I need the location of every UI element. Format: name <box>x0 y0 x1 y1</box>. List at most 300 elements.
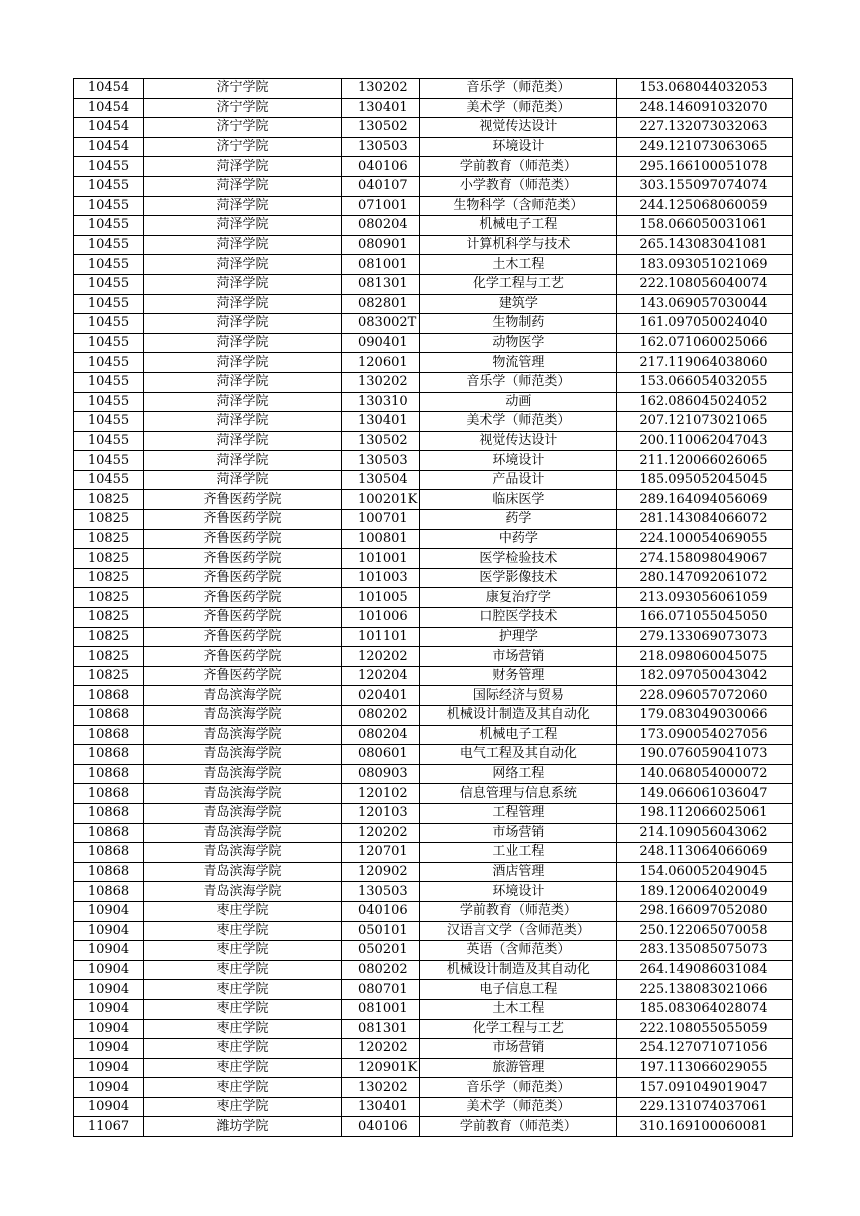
major-code-cell: 120103 <box>342 803 420 823</box>
score-cell: 222.108055055059 <box>617 1019 793 1039</box>
major-name-cell: 信息管理与信息系统 <box>420 784 617 804</box>
score-cell: 254.127071071056 <box>617 1039 793 1059</box>
major-name-cell: 美术学（师范类） <box>420 98 617 118</box>
score-cell: 197.113066029055 <box>617 1058 793 1078</box>
school-code-cell: 10454 <box>74 79 144 99</box>
school-name-cell: 青岛滨海学院 <box>144 882 342 902</box>
major-code-cell: 130503 <box>342 451 420 471</box>
score-cell: 222.108056040074 <box>617 274 793 294</box>
major-name-cell: 工业工程 <box>420 843 617 863</box>
school-code-cell: 10455 <box>74 176 144 196</box>
major-name-cell: 网络工程 <box>420 764 617 784</box>
table-row <box>74 255 793 275</box>
school-name-cell: 齐鲁医药学院 <box>144 666 342 686</box>
score-cell: 162.086045024052 <box>617 392 793 412</box>
school-name-cell: 菏泽学院 <box>144 412 342 432</box>
school-name-cell: 枣庄学院 <box>144 1097 342 1117</box>
school-name-cell: 济宁学院 <box>144 98 342 118</box>
school-code-cell: 10868 <box>74 686 144 706</box>
school-code-cell: 10904 <box>74 921 144 941</box>
major-code-cell: 050201 <box>342 941 420 961</box>
major-code-cell: 080204 <box>342 725 420 745</box>
school-code-cell: 10904 <box>74 1019 144 1039</box>
score-cell: 229.131074037061 <box>617 1097 793 1117</box>
major-code-cell: 120202 <box>342 823 420 843</box>
table-row <box>74 470 793 490</box>
school-code-cell: 10904 <box>74 1097 144 1117</box>
score-cell: 143.069057030044 <box>617 294 793 314</box>
table-row <box>74 960 793 980</box>
table-row <box>74 588 793 608</box>
school-name-cell: 潍坊学院 <box>144 1117 342 1137</box>
school-code-cell: 10455 <box>74 372 144 392</box>
major-code-cell: 130502 <box>342 118 420 138</box>
score-cell: 244.125068060059 <box>617 196 793 216</box>
score-cell: 158.066050031061 <box>617 216 793 236</box>
major-name-cell: 学前教育（师范类） <box>420 1117 617 1137</box>
score-cell: 224.100054069055 <box>617 529 793 549</box>
major-code-cell: 082801 <box>342 294 420 314</box>
school-name-cell: 青岛滨海学院 <box>144 725 342 745</box>
school-name-cell: 菏泽学院 <box>144 274 342 294</box>
table-row <box>74 431 793 451</box>
school-name-cell: 菏泽学院 <box>144 294 342 314</box>
major-name-cell: 市场营销 <box>420 647 617 667</box>
table-row <box>74 823 793 843</box>
score-cell: 265.143083041081 <box>617 235 793 255</box>
major-name-cell: 音乐学（师范类） <box>420 1078 617 1098</box>
school-code-cell: 10825 <box>74 549 144 569</box>
score-cell: 281.143084066072 <box>617 510 793 530</box>
score-cell: 185.095052045045 <box>617 470 793 490</box>
table-row <box>74 529 793 549</box>
table-row <box>74 862 793 882</box>
school-code-cell: 10904 <box>74 960 144 980</box>
major-code-cell: 050101 <box>342 921 420 941</box>
table-row <box>74 608 793 628</box>
major-code-cell: 040106 <box>342 157 420 177</box>
major-name-cell: 土木工程 <box>420 999 617 1019</box>
school-code-cell: 10455 <box>74 451 144 471</box>
major-name-cell: 医学影像技术 <box>420 568 617 588</box>
school-code-cell: 10455 <box>74 392 144 412</box>
table-row <box>74 372 793 392</box>
major-name-cell: 环境设计 <box>420 882 617 902</box>
major-code-cell: 120102 <box>342 784 420 804</box>
school-code-cell: 10904 <box>74 1039 144 1059</box>
major-name-cell: 化学工程与工艺 <box>420 274 617 294</box>
table-row <box>74 294 793 314</box>
table-row <box>74 314 793 334</box>
major-name-cell: 机械设计制造及其自动化 <box>420 706 617 726</box>
major-code-cell: 080202 <box>342 960 420 980</box>
school-code-cell: 10868 <box>74 803 144 823</box>
school-code-cell: 10825 <box>74 568 144 588</box>
school-name-cell: 青岛滨海学院 <box>144 745 342 765</box>
score-cell: 182.097050043042 <box>617 666 793 686</box>
school-code-cell: 10868 <box>74 882 144 902</box>
school-code-cell: 10455 <box>74 431 144 451</box>
major-code-cell: 101003 <box>342 568 420 588</box>
table-row <box>74 196 793 216</box>
major-code-cell: 081301 <box>342 1019 420 1039</box>
major-code-cell: 101001 <box>342 549 420 569</box>
school-name-cell: 枣庄学院 <box>144 1058 342 1078</box>
table-row <box>74 980 793 1000</box>
major-code-cell: 101005 <box>342 588 420 608</box>
school-code-cell: 10454 <box>74 118 144 138</box>
school-name-cell: 枣庄学院 <box>144 941 342 961</box>
major-code-cell: 083002T <box>342 314 420 334</box>
major-name-cell: 机械设计制造及其自动化 <box>420 960 617 980</box>
score-cell: 213.093056061059 <box>617 588 793 608</box>
score-cell: 154.060052049045 <box>617 862 793 882</box>
school-code-cell: 10904 <box>74 1078 144 1098</box>
school-name-cell: 枣庄学院 <box>144 980 342 1000</box>
table-row <box>74 666 793 686</box>
school-code-cell: 10904 <box>74 980 144 1000</box>
school-code-cell: 10455 <box>74 470 144 490</box>
school-name-cell: 青岛滨海学院 <box>144 843 342 863</box>
table-row <box>74 412 793 432</box>
table-row <box>74 1058 793 1078</box>
major-code-cell: 080204 <box>342 216 420 236</box>
school-name-cell: 枣庄学院 <box>144 1039 342 1059</box>
table-row <box>74 745 793 765</box>
school-code-cell: 10825 <box>74 588 144 608</box>
score-cell: 185.083064028074 <box>617 999 793 1019</box>
school-name-cell: 齐鲁医药学院 <box>144 549 342 569</box>
table-row <box>74 627 793 647</box>
major-code-cell: 080202 <box>342 706 420 726</box>
school-name-cell: 菏泽学院 <box>144 470 342 490</box>
school-code-cell: 10825 <box>74 608 144 628</box>
score-cell: 279.133069073073 <box>617 627 793 647</box>
score-cell: 225.138083021066 <box>617 980 793 1000</box>
major-code-cell: 120902 <box>342 862 420 882</box>
major-code-cell: 080901 <box>342 235 420 255</box>
table-row <box>74 79 793 99</box>
table-row <box>74 1117 793 1137</box>
major-name-cell: 旅游管理 <box>420 1058 617 1078</box>
score-cell: 190.076059041073 <box>617 745 793 765</box>
table-row <box>74 901 793 921</box>
score-cell: 249.121073063065 <box>617 137 793 157</box>
table-row <box>74 1019 793 1039</box>
school-code-cell: 10868 <box>74 725 144 745</box>
major-code-cell: 120701 <box>342 843 420 863</box>
school-code-cell: 10455 <box>74 314 144 334</box>
school-name-cell: 枣庄学院 <box>144 1019 342 1039</box>
score-cell: 161.097050024040 <box>617 314 793 334</box>
major-name-cell: 土木工程 <box>420 255 617 275</box>
school-code-cell: 10825 <box>74 627 144 647</box>
score-cell: 189.120064020049 <box>617 882 793 902</box>
table-row <box>74 333 793 353</box>
school-code-cell: 10904 <box>74 1058 144 1078</box>
table-row <box>74 353 793 373</box>
score-cell: 173.090054027056 <box>617 725 793 745</box>
table-row <box>74 549 793 569</box>
score-cell: 295.166100051078 <box>617 157 793 177</box>
school-name-cell: 齐鲁医药学院 <box>144 510 342 530</box>
table-row <box>74 921 793 941</box>
school-code-cell: 10825 <box>74 490 144 510</box>
school-name-cell: 齐鲁医药学院 <box>144 490 342 510</box>
major-code-cell: 080701 <box>342 980 420 1000</box>
score-cell: 303.155097074074 <box>617 176 793 196</box>
major-name-cell: 化学工程与工艺 <box>420 1019 617 1039</box>
major-code-cell: 040106 <box>342 901 420 921</box>
school-name-cell: 菏泽学院 <box>144 176 342 196</box>
school-code-cell: 10455 <box>74 274 144 294</box>
school-code-cell: 10825 <box>74 529 144 549</box>
school-name-cell: 菏泽学院 <box>144 255 342 275</box>
major-code-cell: 080601 <box>342 745 420 765</box>
table-row <box>74 118 793 138</box>
school-code-cell: 10868 <box>74 843 144 863</box>
major-name-cell: 物流管理 <box>420 353 617 373</box>
major-code-cell: 100801 <box>342 529 420 549</box>
major-name-cell: 汉语言文学（含师范类） <box>420 921 617 941</box>
major-name-cell: 学前教育（师范类） <box>420 901 617 921</box>
school-name-cell: 菏泽学院 <box>144 333 342 353</box>
school-name-cell: 齐鲁医药学院 <box>144 588 342 608</box>
school-name-cell: 枣庄学院 <box>144 960 342 980</box>
school-code-cell: 10868 <box>74 764 144 784</box>
major-code-cell: 020401 <box>342 686 420 706</box>
score-cell: 166.071055045050 <box>617 608 793 628</box>
school-name-cell: 菏泽学院 <box>144 235 342 255</box>
major-name-cell: 动画 <box>420 392 617 412</box>
major-code-cell: 130202 <box>342 79 420 99</box>
school-code-cell: 11067 <box>74 1117 144 1137</box>
table-row <box>74 803 793 823</box>
school-code-cell: 10455 <box>74 235 144 255</box>
major-code-cell: 071001 <box>342 196 420 216</box>
school-code-cell: 10454 <box>74 137 144 157</box>
school-code-cell: 10455 <box>74 294 144 314</box>
major-code-cell: 101101 <box>342 627 420 647</box>
major-name-cell: 财务管理 <box>420 666 617 686</box>
major-name-cell: 计算机科学与技术 <box>420 235 617 255</box>
table-row <box>74 392 793 412</box>
score-cell: 198.112066025061 <box>617 803 793 823</box>
major-name-cell: 电子信息工程 <box>420 980 617 1000</box>
score-cell: 280.147092061072 <box>617 568 793 588</box>
school-name-cell: 枣庄学院 <box>144 901 342 921</box>
school-code-cell: 10868 <box>74 823 144 843</box>
major-code-cell: 040107 <box>342 176 420 196</box>
major-code-cell: 130503 <box>342 137 420 157</box>
table-row <box>74 999 793 1019</box>
score-cell: 248.146091032070 <box>617 98 793 118</box>
major-name-cell: 建筑学 <box>420 294 617 314</box>
school-name-cell: 青岛滨海学院 <box>144 862 342 882</box>
major-code-cell: 120202 <box>342 1039 420 1059</box>
school-name-cell: 青岛滨海学院 <box>144 784 342 804</box>
major-code-cell: 120204 <box>342 666 420 686</box>
table-row <box>74 510 793 530</box>
table-row <box>74 490 793 510</box>
school-code-cell: 10455 <box>74 157 144 177</box>
school-name-cell: 菏泽学院 <box>144 196 342 216</box>
major-code-cell: 130310 <box>342 392 420 412</box>
table-row <box>74 784 793 804</box>
table-row <box>74 725 793 745</box>
score-cell: 140.068054000072 <box>617 764 793 784</box>
major-name-cell: 产品设计 <box>420 470 617 490</box>
school-name-cell: 济宁学院 <box>144 137 342 157</box>
score-cell: 289.164094056069 <box>617 490 793 510</box>
major-name-cell: 酒店管理 <box>420 862 617 882</box>
score-cell: 217.119064038060 <box>617 353 793 373</box>
score-cell: 227.132073032063 <box>617 118 793 138</box>
table-row <box>74 176 793 196</box>
score-cell: 218.098060045075 <box>617 647 793 667</box>
score-cell: 149.066061036047 <box>617 784 793 804</box>
major-code-cell: 130504 <box>342 470 420 490</box>
score-cell: 264.149086031084 <box>617 960 793 980</box>
table-body <box>74 79 793 1137</box>
major-name-cell: 医学检验技术 <box>420 549 617 569</box>
major-name-cell: 电气工程及其自动化 <box>420 745 617 765</box>
school-name-cell: 青岛滨海学院 <box>144 823 342 843</box>
major-code-cell: 120202 <box>342 647 420 667</box>
school-code-cell: 10455 <box>74 412 144 432</box>
school-code-cell: 10868 <box>74 784 144 804</box>
admission-score-table <box>73 78 793 1137</box>
table-row <box>74 98 793 118</box>
school-name-cell: 济宁学院 <box>144 79 342 99</box>
score-cell: 157.091049019047 <box>617 1078 793 1098</box>
school-name-cell: 齐鲁医药学院 <box>144 627 342 647</box>
major-name-cell: 口腔医学技术 <box>420 608 617 628</box>
school-name-cell: 菏泽学院 <box>144 431 342 451</box>
major-code-cell: 090401 <box>342 333 420 353</box>
table-row <box>74 686 793 706</box>
major-code-cell: 120601 <box>342 353 420 373</box>
major-code-cell: 081001 <box>342 255 420 275</box>
major-code-cell: 130502 <box>342 431 420 451</box>
school-code-cell: 10904 <box>74 999 144 1019</box>
score-cell: 153.068044032053 <box>617 79 793 99</box>
major-code-cell: 120901K <box>342 1058 420 1078</box>
score-cell: 283.135085075073 <box>617 941 793 961</box>
school-code-cell: 10868 <box>74 862 144 882</box>
school-name-cell: 菏泽学院 <box>144 372 342 392</box>
school-name-cell: 齐鲁医药学院 <box>144 608 342 628</box>
school-name-cell: 齐鲁医药学院 <box>144 529 342 549</box>
major-code-cell: 130401 <box>342 1097 420 1117</box>
school-code-cell: 10825 <box>74 647 144 667</box>
major-name-cell: 小学教育（师范类） <box>420 176 617 196</box>
major-name-cell: 工程管理 <box>420 803 617 823</box>
school-name-cell: 枣庄学院 <box>144 921 342 941</box>
major-code-cell: 100701 <box>342 510 420 530</box>
major-code-cell: 130401 <box>342 412 420 432</box>
score-cell: 179.083049030066 <box>617 706 793 726</box>
major-code-cell: 101006 <box>342 608 420 628</box>
school-code-cell: 10455 <box>74 196 144 216</box>
school-name-cell: 青岛滨海学院 <box>144 803 342 823</box>
score-cell: 228.096057072060 <box>617 686 793 706</box>
major-name-cell: 英语（含师范类） <box>420 941 617 961</box>
school-name-cell: 齐鲁医药学院 <box>144 647 342 667</box>
school-code-cell: 10455 <box>74 216 144 236</box>
major-name-cell: 市场营销 <box>420 823 617 843</box>
school-code-cell: 10455 <box>74 353 144 373</box>
table-row <box>74 274 793 294</box>
table-row <box>74 706 793 726</box>
major-name-cell: 临床医学 <box>420 490 617 510</box>
school-name-cell: 青岛滨海学院 <box>144 706 342 726</box>
school-name-cell: 济宁学院 <box>144 118 342 138</box>
school-code-cell: 10904 <box>74 901 144 921</box>
table-row <box>74 216 793 236</box>
school-code-cell: 10868 <box>74 745 144 765</box>
score-cell: 248.113064066069 <box>617 843 793 863</box>
school-name-cell: 菏泽学院 <box>144 353 342 373</box>
major-code-cell: 080903 <box>342 764 420 784</box>
school-name-cell: 青岛滨海学院 <box>144 686 342 706</box>
major-name-cell: 学前教育（师范类） <box>420 157 617 177</box>
score-cell: 183.093051021069 <box>617 255 793 275</box>
major-name-cell: 药学 <box>420 510 617 530</box>
major-name-cell: 生物制药 <box>420 314 617 334</box>
table-row <box>74 451 793 471</box>
table-row <box>74 764 793 784</box>
major-name-cell: 环境设计 <box>420 451 617 471</box>
school-code-cell: 10904 <box>74 941 144 961</box>
major-name-cell: 中药学 <box>420 529 617 549</box>
major-code-cell: 100201K <box>342 490 420 510</box>
table-row <box>74 1039 793 1059</box>
table-row <box>74 235 793 255</box>
major-name-cell: 美术学（师范类） <box>420 412 617 432</box>
school-name-cell: 菏泽学院 <box>144 314 342 334</box>
score-cell: 211.120066026065 <box>617 451 793 471</box>
table-row <box>74 882 793 902</box>
school-name-cell: 菏泽学院 <box>144 157 342 177</box>
score-cell: 310.169100060081 <box>617 1117 793 1137</box>
major-name-cell: 生物科学（含师范类） <box>420 196 617 216</box>
table-row <box>74 647 793 667</box>
table-row <box>74 1078 793 1098</box>
major-code-cell: 130202 <box>342 372 420 392</box>
score-cell: 153.066054032055 <box>617 372 793 392</box>
major-name-cell: 动物医学 <box>420 333 617 353</box>
score-cell: 250.122065070058 <box>617 921 793 941</box>
school-code-cell: 10868 <box>74 706 144 726</box>
major-name-cell: 康复治疗学 <box>420 588 617 608</box>
major-code-cell: 130202 <box>342 1078 420 1098</box>
major-code-cell: 130401 <box>342 98 420 118</box>
major-name-cell: 音乐学（师范类） <box>420 79 617 99</box>
major-name-cell: 视觉传达设计 <box>420 118 617 138</box>
school-name-cell: 枣庄学院 <box>144 999 342 1019</box>
major-code-cell: 081301 <box>342 274 420 294</box>
major-code-cell: 081001 <box>342 999 420 1019</box>
major-name-cell: 音乐学（师范类） <box>420 372 617 392</box>
school-code-cell: 10825 <box>74 666 144 686</box>
score-cell: 207.121073021065 <box>617 412 793 432</box>
score-cell: 214.109056043062 <box>617 823 793 843</box>
table-row <box>74 157 793 177</box>
major-code-cell: 040106 <box>342 1117 420 1137</box>
table-row <box>74 1097 793 1117</box>
major-name-cell: 机械电子工程 <box>420 725 617 745</box>
